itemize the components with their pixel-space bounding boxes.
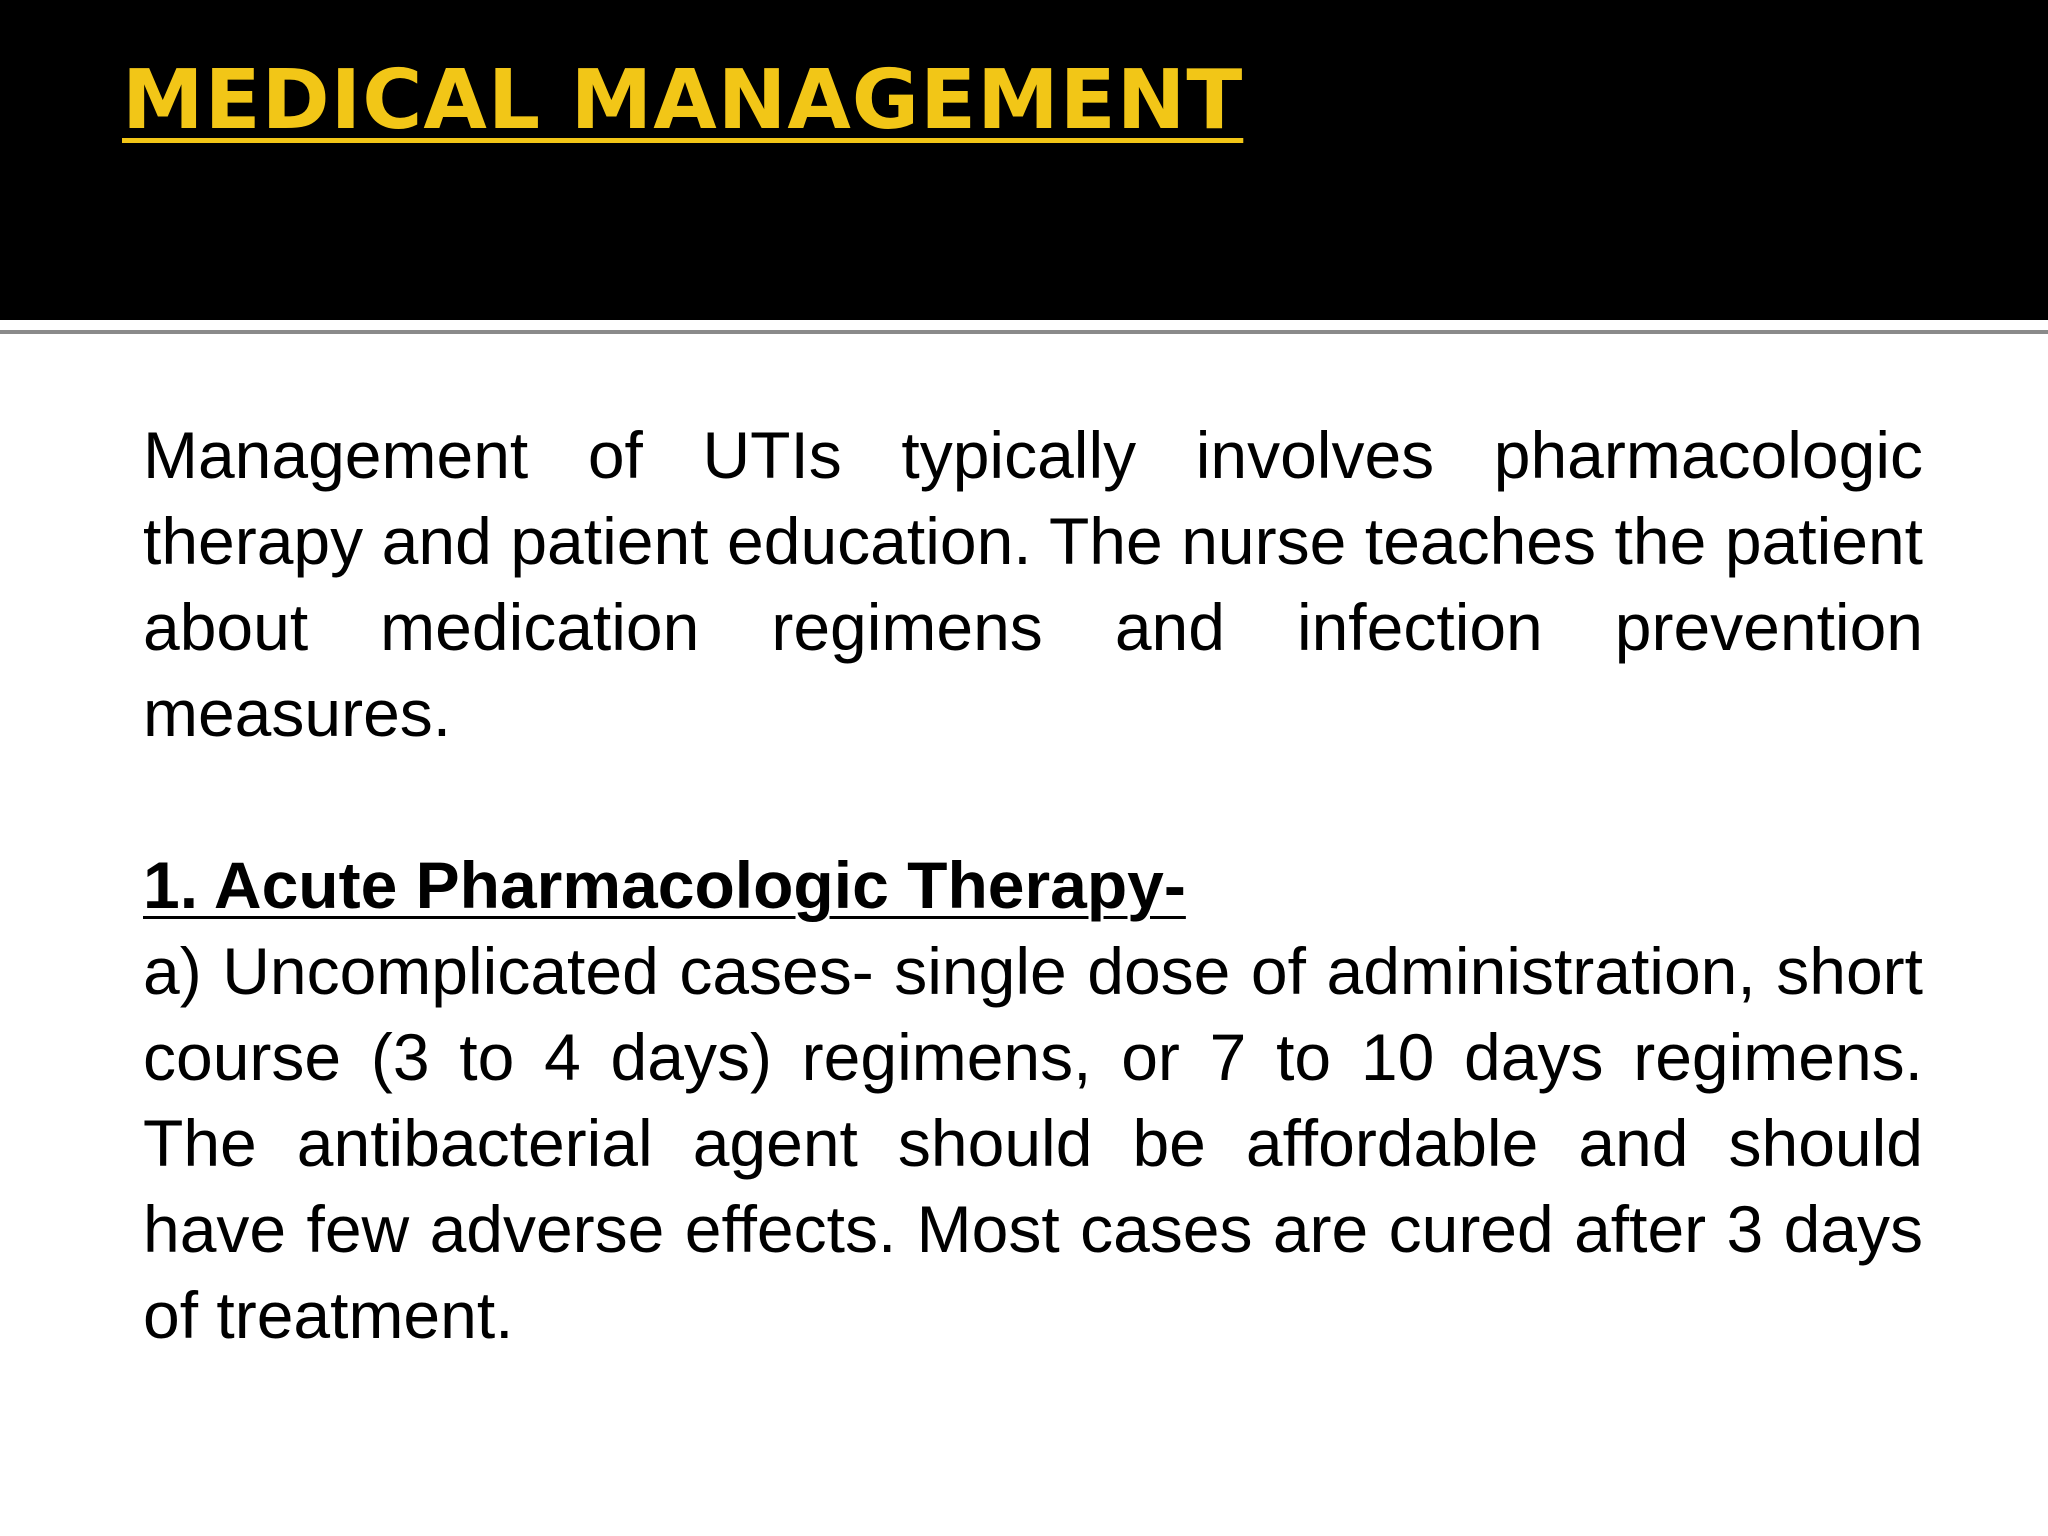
slide-title: MEDICAL MANAGEMENT [122, 53, 1244, 148]
intro-paragraph: Management of UTIs typically involves pharmacologic therapy and patient education. The nurse teaches the patient about medication regimens and infection prevention measures. [143, 418, 1923, 750]
title-divider-line [0, 330, 2048, 334]
title-divider [0, 320, 2048, 330]
slide-body [143, 412, 1923, 1358]
item-a-paragraph: a) Uncomplicated cases- single dose of administration, short course (3 to 4 days) regimens, or 7 to 10 days regimens. The antibacterial agent should be affordable and should have few adverse effects. Most cases are cured after 3 days of treatment. [143, 934, 1923, 1352]
paragraph-spacer [143, 756, 1923, 842]
section-heading: 1. Acute Pharmacologic Therapy- [143, 848, 1186, 922]
section-heading-line [143, 842, 1923, 928]
title-band [0, 0, 2048, 320]
